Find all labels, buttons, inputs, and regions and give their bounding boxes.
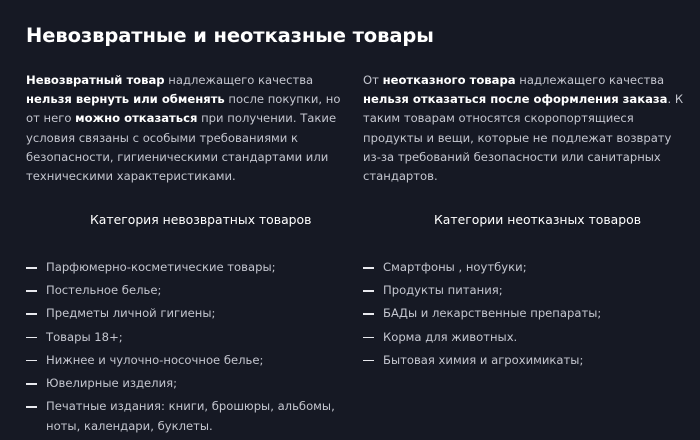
non-returnable-heading: Категория невозвратных товаров (90, 212, 312, 227)
highlighted-text: нельзя отказаться после оформления заказа (363, 92, 668, 107)
paragraph-text: надлежащего качества (515, 73, 665, 87)
list-item: Товары 18+; (26, 328, 356, 347)
paragraph-text: надлежащего качества (164, 73, 314, 87)
highlighted-text: нельзя вернуть или обменять (26, 92, 225, 107)
paragraph-text: после покупки, но от него (26, 92, 341, 126)
non-refusable-list (363, 258, 688, 374)
list-item: Парфюмерно-косметические товары; (26, 258, 356, 277)
non-refusable-heading: Категории неотказных товаров (434, 212, 642, 227)
list-item: Продукты питания; (363, 281, 688, 300)
list-item: Постельное белье; (26, 281, 356, 300)
list-item: Печатные издания: книги, брошюры, альбомы, ноты, календари, буклеты. (26, 397, 356, 436)
highlighted-text: можно отказаться (75, 111, 198, 126)
paragraph-text: . К таким товарам относятся скоропортящиеся продукты и вещи, которые не подлежат возврату из-за требований безопасности или санитарных стандартов. (363, 92, 684, 184)
list-item: БАДы и лекарственные препараты; (363, 304, 688, 323)
highlighted-text: неотказного товара (382, 73, 516, 87)
list-item: Ювелирные изделия; (26, 374, 356, 393)
list-item: Смартфоны , ноутбуки; (363, 258, 688, 277)
non-refusable-description (363, 71, 688, 186)
paragraph-text: при получении. Такие условия связаны с особыми требованиями к безопасности, гигиеническими стандартами или техническими характеристиками. (26, 111, 337, 184)
list-item: Нижнее и чулочно-носочное белье; (26, 351, 356, 370)
highlighted-text: Невозвратный товар (26, 73, 165, 87)
list-item: Бытовая химия и агрохимикаты; (363, 351, 688, 370)
page-title: Невозвратные и неотказные товары (26, 24, 434, 47)
non-returnable-list (26, 258, 356, 440)
non-returnable-description (26, 71, 341, 186)
list-item: Предметы личной гигиены; (26, 304, 356, 323)
list-item: Корма для животных. (363, 328, 688, 347)
paragraph-text: От (363, 73, 383, 87)
